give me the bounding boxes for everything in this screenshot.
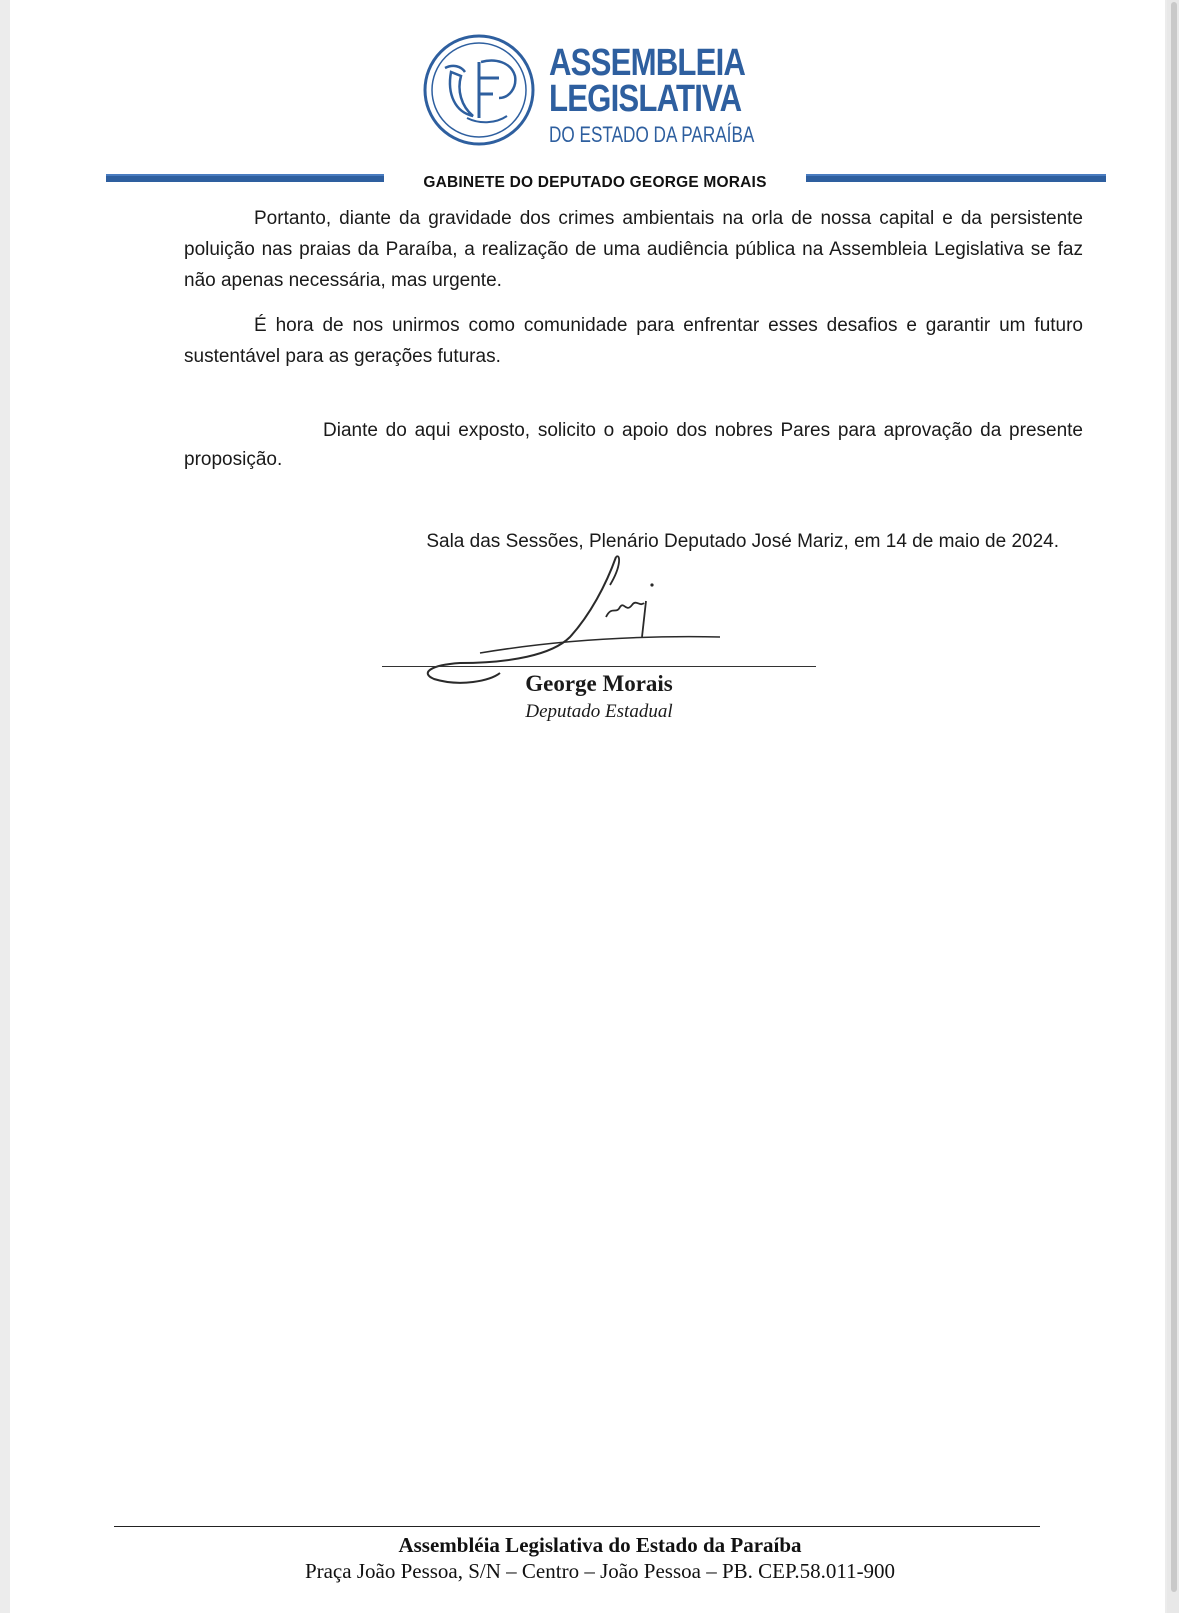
signer-role: Deputado Estadual bbox=[525, 701, 673, 722]
vertical-scrollbar[interactable] bbox=[1167, 0, 1179, 1613]
footer-address: Praça João Pessoa, S/N – Centro – João Pessoa – PB. CEP.58.011-900 bbox=[304, 1559, 896, 1583]
signer-name: George Morais bbox=[525, 671, 673, 696]
document-page bbox=[10, 0, 1165, 1613]
body-paragraph-1: Portanto, diante da gravidade dos crimes ambientais na orla de nossa capital e da persistente poluição nas praias da Paraíba, a realização de uma audiência pública na Assembleia Legislativa se faz não apenas necessária, mas urgente. bbox=[184, 208, 1083, 291]
header-rule-right bbox=[806, 174, 1106, 182]
assembly-emblem-icon bbox=[421, 32, 537, 148]
header-rule-left bbox=[106, 174, 384, 182]
footer-rule bbox=[114, 1526, 1040, 1527]
body-paragraph-3: Diante do aqui exposto, solicito o apoio dos nobres Pares para aprovação da presente proposição. bbox=[184, 420, 1083, 470]
logo-text-assembleia: ASSEMBLEIA bbox=[549, 42, 746, 84]
place-and-date: Sala das Sessões, Plenário Deputado José Mariz, em 14 de maio de 2024. bbox=[426, 531, 1059, 552]
office-title: GABINETE DO DEPUTADO GEORGE MORAIS bbox=[423, 174, 767, 191]
logo-text-legislativa: LEGISLATIVA bbox=[549, 78, 742, 120]
body-paragraph-2: É hora de nos unirmos como comunidade para enfrentar esses desafios e garantir um futuro sustentável para as gerações futuras. bbox=[184, 315, 1083, 367]
logo-text-estado: DO ESTADO DA PARAÍBA bbox=[549, 122, 755, 147]
scrollbar-thumb[interactable] bbox=[1171, 2, 1177, 1592]
assembly-logo bbox=[421, 32, 755, 150]
footer-institution: Assembléia Legislativa do Estado da Paraíba bbox=[398, 1533, 802, 1557]
signature-line bbox=[382, 666, 816, 667]
